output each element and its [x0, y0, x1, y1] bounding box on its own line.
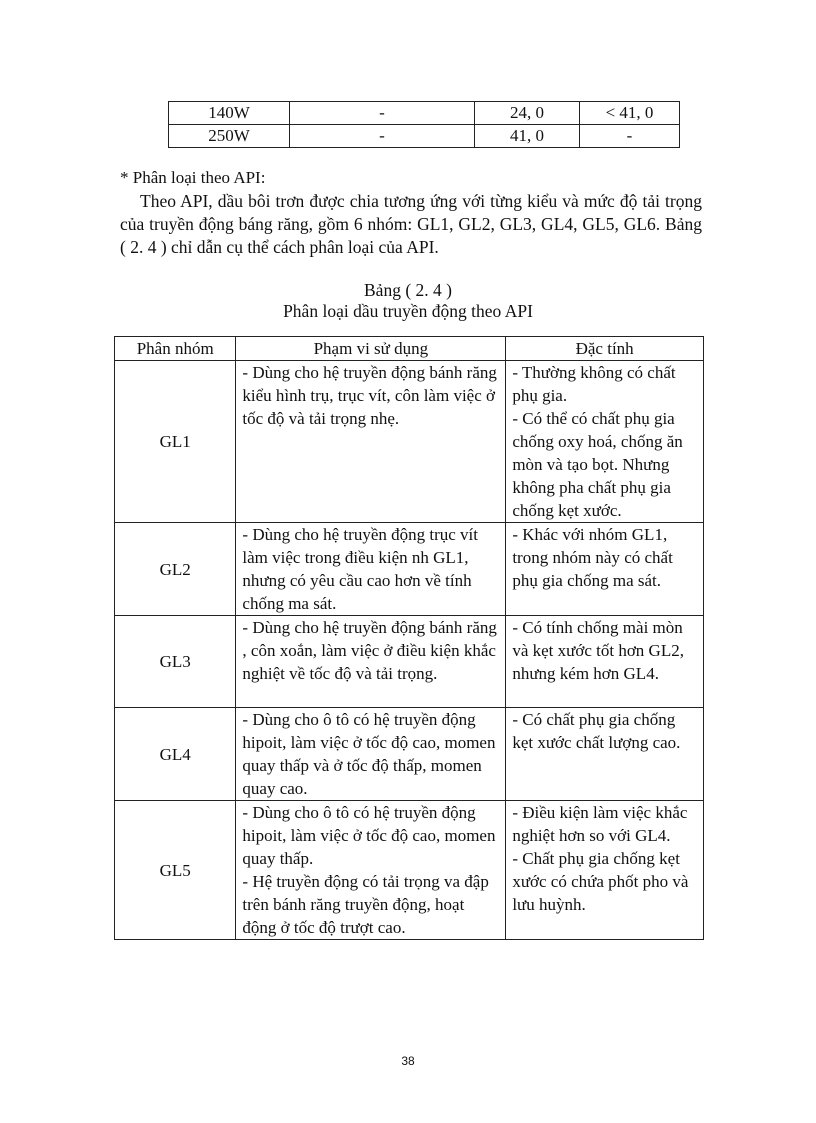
page-number: 38	[401, 1054, 415, 1068]
power-cell: 140W	[169, 102, 290, 125]
traits-cell	[506, 616, 704, 708]
trait-line: - Có tính chống mài mòn và kẹt xước tốt hơn GL2, nhưng kém hơn GL4.	[512, 618, 684, 683]
scope-cell	[236, 361, 506, 523]
value-cell: 24, 0	[475, 102, 580, 125]
value-cell: -	[580, 125, 680, 148]
scope-cell	[236, 523, 506, 616]
scope-cell	[236, 616, 506, 708]
traits-cell	[506, 361, 704, 523]
power-spec-table	[168, 101, 680, 148]
value-cell: -	[290, 102, 475, 125]
table-title: Phân loại dầu truyền động theo API	[283, 301, 533, 321]
trait-line: - Điều kiện làm việc khắc nghiệt hơn so với GL4.	[512, 803, 688, 845]
section-heading: * Phân loại theo API:	[120, 168, 266, 187]
header-scope: Phạm vi sử dụng	[236, 337, 506, 361]
trait-line: - Khác với nhóm GL1, trong nhóm này có chất phụ gia chống ma sát.	[512, 525, 673, 590]
value-cell: < 41, 0	[580, 102, 680, 125]
table-number: Bảng ( 2. 4 )	[364, 280, 452, 300]
table-row	[169, 125, 680, 148]
table-row	[115, 708, 704, 801]
scope-line: - Dùng cho hệ truyền động bánh răng kiểu hình trụ, trục vít, côn làm việc ở tốc độ và tải trọng nhẹ.	[242, 363, 497, 428]
api-classification-table	[114, 336, 704, 940]
header-traits: Đặc tính	[506, 337, 704, 361]
scope-line: - Dùng cho hệ truyền động bánh răng , côn xoắn, làm việc ở điều kiện khắc nghiệt về tốc độ và tải trọng.	[242, 618, 497, 683]
power-cell: 250W	[169, 125, 290, 148]
trait-line: - Chất phụ gia chống kẹt xước có chứa phốt pho và lưu huỳnh.	[512, 849, 689, 914]
group-cell: GL4	[115, 708, 236, 801]
scope-line: - Dùng cho ô tô có hệ truyền động hipoit, làm việc ở tốc độ cao, momen quay thấp và ở tốc độ thấp, momen quay cao.	[242, 710, 496, 798]
header-group: Phân nhóm	[115, 337, 236, 361]
value-cell: 41, 0	[475, 125, 580, 148]
table-header-row	[115, 337, 704, 361]
value-cell: -	[290, 125, 475, 148]
trait-line: - Có chất phụ gia chống kẹt xước chất lượng cao.	[512, 710, 681, 752]
section-paragraph: Theo API, dầu bôi trơn được chia tương ứng với từng kiểu và mức độ tải trọng của truyền động báng răng, gồm 6 nhóm: GL1, GL2, GL3, GL4, GL5, GL6. Bảng ( 2. 4 ) chỉ dẫn cụ thể cách phân loại của API.	[120, 191, 702, 257]
table-row	[115, 523, 704, 616]
scope-cell	[236, 708, 506, 801]
scope-cell	[236, 801, 506, 940]
trait-line: - Thường không có chất phụ gia.	[512, 363, 676, 405]
group-cell: GL5	[115, 801, 236, 940]
table-row	[115, 361, 704, 523]
table-row	[169, 102, 680, 125]
traits-cell	[506, 708, 704, 801]
table-row	[115, 801, 704, 940]
scope-line: - Hệ truyền động có tải trọng va đập trên bánh răng truyền động, hoạt động ở tốc độ trượt cao.	[242, 872, 489, 937]
traits-cell	[506, 523, 704, 616]
table-row	[115, 616, 704, 708]
group-cell: GL1	[115, 361, 236, 523]
trait-line: - Có thể có chất phụ gia chống oxy hoá, chống ăn mòn và tạo bọt. Nhưng không pha chất phụ gia chống kẹt xước.	[512, 409, 683, 520]
group-cell: GL3	[115, 616, 236, 708]
scope-line: - Dùng cho hệ truyền động trục vít làm việc trong điều kiện nh GL1, nhưng có yêu cầu cao hơn về tính chống ma sát.	[242, 525, 478, 613]
scope-line: - Dùng cho ô tô có hệ truyền động hipoit, làm việc ở tốc độ cao, momen quay thấp.	[242, 803, 496, 868]
traits-cell	[506, 801, 704, 940]
group-cell: GL2	[115, 523, 236, 616]
